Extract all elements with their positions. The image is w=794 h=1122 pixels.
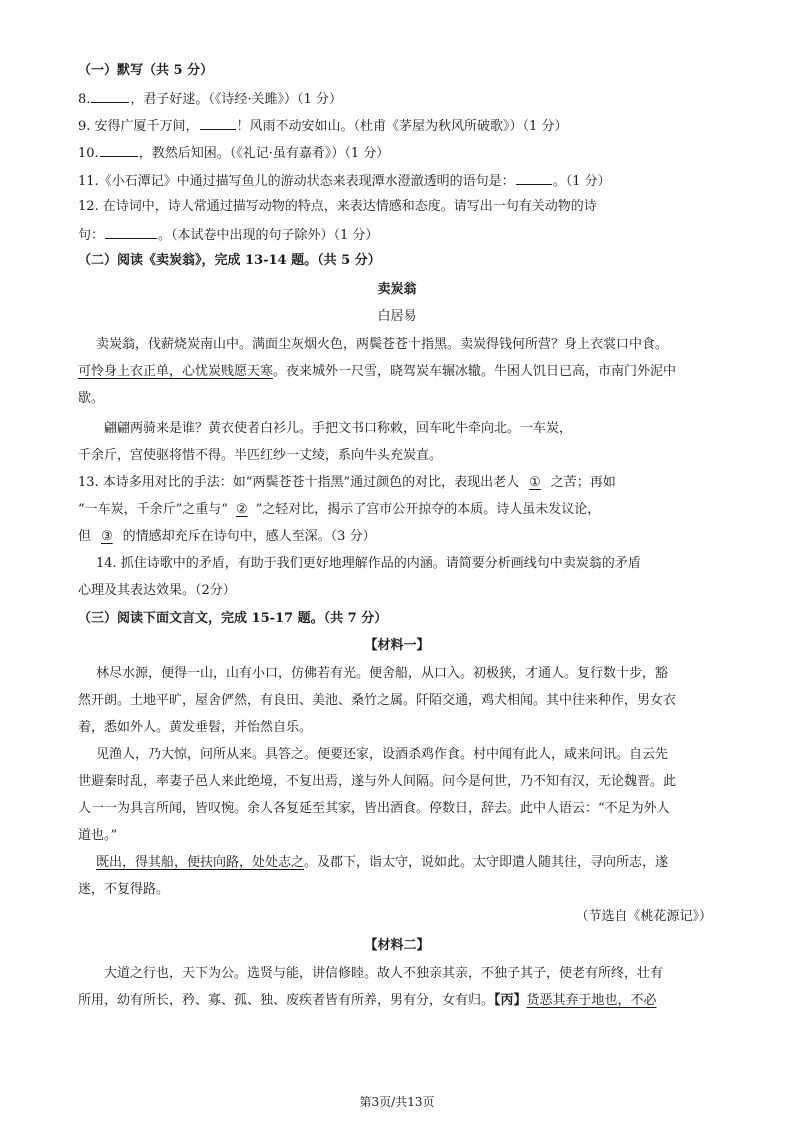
section-3-heading: （三）阅读下面文言文，完成 15-17 题。（共 7 分） <box>78 611 388 626</box>
question-13-line-2 <box>78 501 600 519</box>
poem-title: 卖炭翁 <box>377 282 417 297</box>
poem-underlined-line: 可怜身上衣正单，心忧炭贱愿天寒 <box>78 364 274 379</box>
q10-prefix: 10. <box>78 146 99 161</box>
question-14-line-1: 14. 抓住诗歌中的矛盾，有助于我们更好地理解作品的内涵。请简要分析画线句中卖炭翁的矛盾 <box>96 556 641 571</box>
material-1-p2-line-2: 世避秦时乱，率妻子邑人来此绝境，不复出焉，遂与外人间隔。问今是何世，乃不知有汉，无论魏晋。此 <box>78 774 677 789</box>
q8-suffix: ，君子好逑。（《诗经·关雎》）（1 分） <box>130 92 342 107</box>
question-11 <box>78 171 611 191</box>
q8-answer-blank[interactable] <box>91 89 129 103</box>
question-8 <box>78 89 342 109</box>
q13-text-2: 之苦；再如 <box>550 475 616 490</box>
q11-answer-blank[interactable] <box>516 171 552 185</box>
poem-paragraph-1-line-3: 歇。 <box>78 391 105 406</box>
q12-suffix: 。（本试卷中出现的句子除外）（1 分） <box>158 228 379 243</box>
q10-suffix: ，教然后知困。（《礼记·虽有嘉肴》）（1 分） <box>138 146 390 161</box>
material-2-line-2 <box>78 992 657 1010</box>
q13-text-6: 的情感却充斥在诗句中，感人至深。（3 分） <box>122 529 376 544</box>
material-1-source: （节选自《桃花源记》） <box>575 909 712 924</box>
q11-prefix: 11.《小石潭记》中通过描写鱼儿的游动状态来表现潭水澄澈透明的语句是： <box>78 174 515 189</box>
material-1-title: 【材料一】 <box>364 638 430 653</box>
poem-paragraph-1-line-1: 卖炭翁，伐薪烧炭南山中。满面尘灰烟火色，两鬓苍苍十指黑。卖炭得钱何所营？身上衣裳口中食。 <box>96 337 669 352</box>
poem-paragraph-2-line-1: 翩翩两骑来是谁？黄衣使者白衫儿。手把文书口称敕，回车叱牛牵向北。一车炭， <box>104 421 573 436</box>
q13-text-3: “一车炭，千余斤”之重与“ <box>78 502 228 517</box>
section-1-heading: （一）默写（共 5 分） <box>78 63 214 78</box>
material-1-p3-continuation: 。及郡下，诣太守，说如此。太守即遣人随其往，寻向所志，遂 <box>304 855 669 870</box>
q9-answer-blank[interactable] <box>200 116 236 130</box>
section-2-heading: （二）阅读《卖炭翁》，完成 13-14 题。（共 5 分） <box>78 253 381 268</box>
material-2-line-1: 大道之行也，天下为公。选贤与能，讲信修睦。故人不独亲其亲，不独子其子，使老有所终，壮有 <box>104 966 664 981</box>
q10-answer-blank[interactable] <box>100 143 138 157</box>
question-14-line-2: 心理及其表达效果。（2分） <box>78 583 236 598</box>
q11-suffix: 。（1 分） <box>552 174 611 189</box>
poem-author: 白居易 <box>377 309 417 324</box>
question-9 <box>78 116 567 136</box>
q12-prefix: 句： <box>78 228 105 243</box>
q13-blank-3[interactable]: ③ <box>101 529 113 544</box>
question-12-line-2 <box>78 225 378 245</box>
question-13-line-1 <box>78 474 616 492</box>
q13-text-4: ”之轻对比，揭示了宫市公开掠夺的本质。诗人虽未发议论， <box>255 502 601 517</box>
poem-paragraph-2-line-2: 千余斤，宫使驱将惜不得。半匹红纱一丈绫，系向牛头充炭直。 <box>78 448 443 463</box>
q13-blank-2[interactable]: ② <box>235 502 248 517</box>
question-10 <box>78 143 389 163</box>
material-1-p3-line-2: 迷，不复得路。 <box>78 882 170 897</box>
material-2-title: 【材料二】 <box>364 938 430 953</box>
material-1-underlined-sentence: 既出，得其船，便扶向路，处处志之 <box>96 855 305 870</box>
q13-blank-1[interactable]: ① <box>529 475 541 490</box>
q12-answer-blank[interactable] <box>105 225 157 239</box>
material-2-marker-bing: 【丙】 <box>494 993 527 1008</box>
material-1-p3-line-1 <box>96 854 668 872</box>
q8-prefix: 8. <box>78 92 91 107</box>
material-1-p2-line-3: 人一一为具言所闻，皆叹惋。余人各复延至其家，皆出酒食。停数日，辞去。此中人语云：“不足为外人 <box>78 801 670 816</box>
material-2-underlined-sentence: 货恶其弃于地也，不必 <box>526 993 657 1008</box>
poem-paragraph-1-line-2 <box>78 363 676 381</box>
material-1-p1-line-1: 林尽水源，便得一山，山有小口，仿佛若有光。便舍船，从口入。初极狭，才通人。复行数十步，豁 <box>96 666 669 681</box>
q9-prefix: 9. 安得广厦千万间， <box>78 119 199 134</box>
material-2-line-2-text: 所用，幼有所长，矜、寡、孤、独、废疾者皆有所养，男有分，女有归。 <box>78 993 495 1008</box>
q13-text-5: 但 <box>78 529 92 544</box>
q9-suffix: ！风雨不动安如山。（杜甫《茅屋为秋风所破歌》）（1 分） <box>236 119 568 134</box>
material-1-p1-line-3: 着，悉如外人。黄发垂髫，并怡然自乐。 <box>78 720 313 735</box>
material-1-p2-line-4: 道也。” <box>78 828 118 843</box>
question-12-line-1: 12. 在诗词中，诗人常通过描写动物的特点，来表达情感和态度。请写出一句有关动物的诗 <box>78 199 597 214</box>
material-1-p2-line-1: 见渔人，乃大惊，问所从来。具答之。便要还家，设酒杀鸡作食。村中闻有此人，咸来问讯。自云先 <box>96 747 669 762</box>
material-1-p1-line-2: 然开朗。土地平旷，屋舍俨然，有良田、美池、桑竹之属。阡陌交通，鸡犬相闻。其中往来种作，男女衣 <box>78 693 677 708</box>
q13-text-1: 13. 本诗多用对比的手法：如“两鬓苍苍十指黑”通过颜色的对比，表现出老人 <box>78 475 520 490</box>
poem-line-continuation: 。夜来城外一尺雪，晓驾炭车辗冰辙。牛困人饥日已高，市南门外泥中 <box>273 364 677 379</box>
question-13-line-3 <box>78 528 376 546</box>
page-footer: 第3页/共13页 <box>359 1095 435 1109</box>
